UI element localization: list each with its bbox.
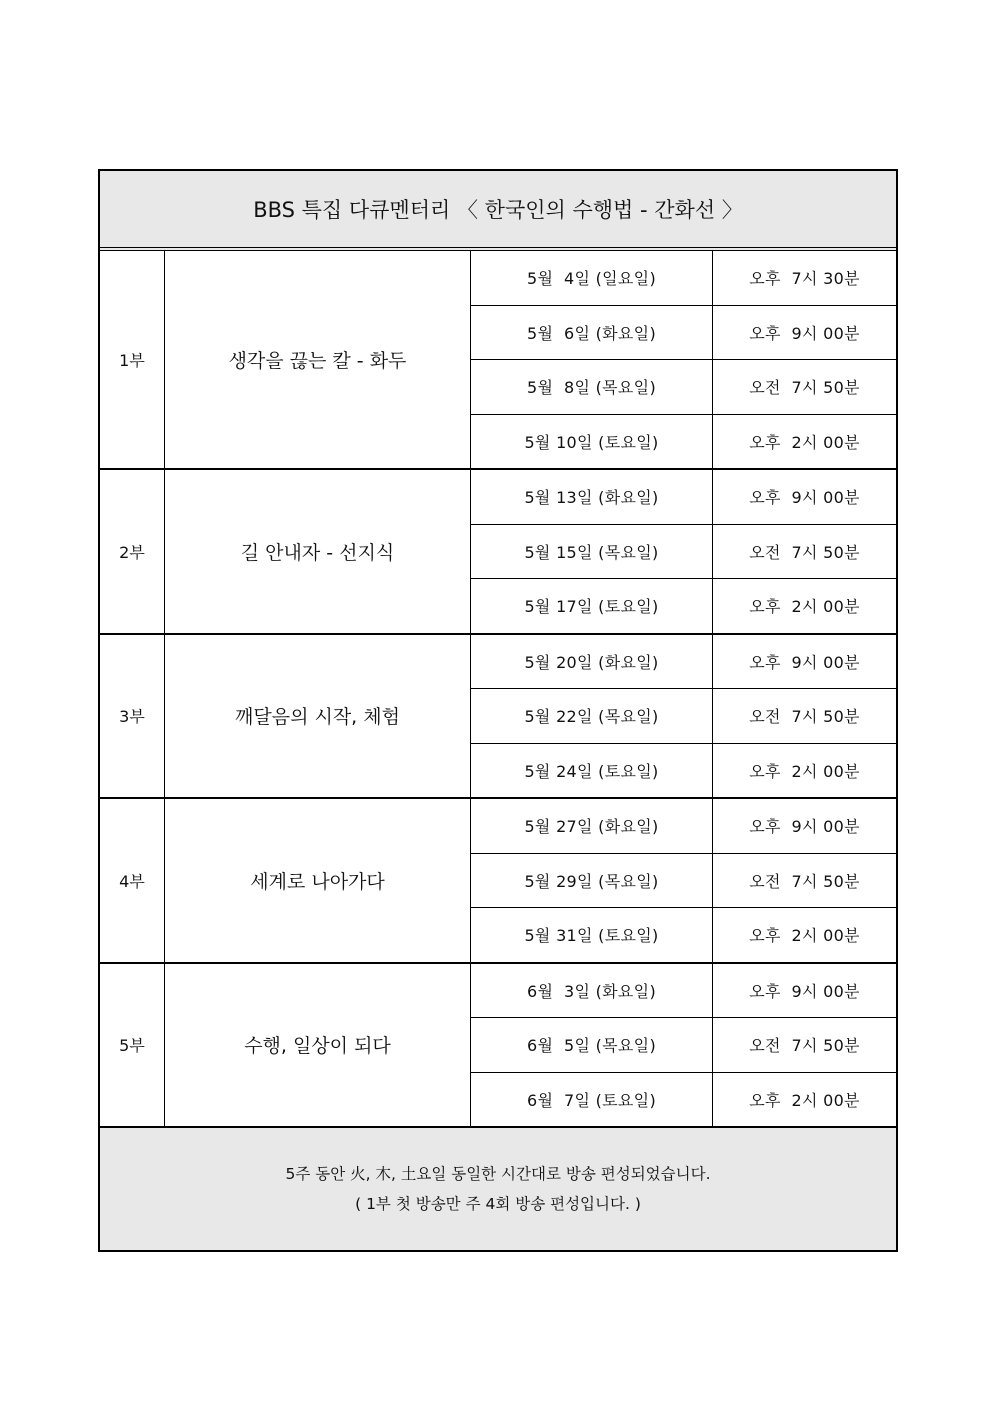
- broadcast-time: 오후 2시 00분: [713, 579, 897, 634]
- table-row: [100, 251, 896, 305]
- footer-note-1: 5주 동안 火, 木, 土요일 동일한 시간대로 방송 편성되었습니다.: [285, 1165, 711, 1183]
- broadcast-time: 오전 7시 50분: [713, 1018, 897, 1073]
- broadcast-time: 오후 2시 00분: [713, 908, 897, 963]
- broadcast-time: 오후 2시 00분: [713, 414, 897, 469]
- broadcast-date: 5월 4일 (일요일): [471, 251, 713, 305]
- broadcast-time: 오전 7시 50분: [713, 524, 897, 579]
- broadcast-date: 5월 17일 (토요일): [471, 579, 713, 634]
- episode-title: 수행, 일상이 되다: [165, 963, 471, 1127]
- broadcast-time: 오후 2시 00분: [713, 743, 897, 798]
- broadcast-date: 6월 7일 (토요일): [471, 1072, 713, 1126]
- broadcast-time: 오후 9시 00분: [713, 963, 897, 1018]
- broadcast-date: 5월 27일 (화요일): [471, 798, 713, 853]
- broadcast-time: 오후 2시 00분: [713, 1072, 897, 1126]
- broadcast-date: 5월 13일 (화요일): [471, 469, 713, 524]
- schedule-table: [100, 251, 896, 1126]
- broadcast-date: 5월 24일 (토요일): [471, 743, 713, 798]
- broadcast-time: 오후 7시 30분: [713, 251, 897, 305]
- part-number: 1부: [100, 251, 165, 469]
- part-number: 4부: [100, 798, 165, 963]
- schedule-sheet: [98, 169, 898, 1252]
- table-row: [100, 963, 896, 1018]
- episode-title: 깨달음의 시작, 체험: [165, 634, 471, 799]
- broadcast-date: 6월 3일 (화요일): [471, 963, 713, 1018]
- part-number: 3부: [100, 634, 165, 799]
- schedule-body: [100, 251, 896, 1126]
- broadcast-time: 오전 7시 50분: [713, 853, 897, 908]
- part-number: 2부: [100, 469, 165, 634]
- part-number: 5부: [100, 963, 165, 1127]
- broadcast-time: 오전 7시 50분: [713, 689, 897, 744]
- schedule-title: BBS 특집 다큐멘터리 〈 한국인의 수행법 - 간화선 〉: [100, 171, 896, 251]
- broadcast-date: 5월 29일 (목요일): [471, 853, 713, 908]
- broadcast-date: 5월 22일 (목요일): [471, 689, 713, 744]
- episode-title: 세계로 나아가다: [165, 798, 471, 963]
- broadcast-date: 5월 20일 (화요일): [471, 634, 713, 689]
- broadcast-date: 6월 5일 (목요일): [471, 1018, 713, 1073]
- table-row: [100, 798, 896, 853]
- episode-title: 생각을 끊는 칼 - 화두: [165, 251, 471, 469]
- footer-note-2: ( 1부 첫 방송만 주 4회 방송 편성입니다. ): [355, 1195, 641, 1213]
- broadcast-time: 오후 9시 00분: [713, 634, 897, 689]
- broadcast-date: 5월 31일 (토요일): [471, 908, 713, 963]
- broadcast-date: 5월 15일 (목요일): [471, 524, 713, 579]
- broadcast-time: 오후 9시 00분: [713, 305, 897, 360]
- broadcast-time: 오후 9시 00분: [713, 798, 897, 853]
- broadcast-time: 오전 7시 50분: [713, 360, 897, 415]
- episode-title: 길 안내자 - 선지식: [165, 469, 471, 634]
- table-row: [100, 469, 896, 524]
- broadcast-date: 5월 10일 (토요일): [471, 414, 713, 469]
- broadcast-date: 5월 8일 (목요일): [471, 360, 713, 415]
- broadcast-time: 오후 9시 00분: [713, 469, 897, 524]
- schedule-footer: [100, 1126, 896, 1250]
- broadcast-date: 5월 6일 (화요일): [471, 305, 713, 360]
- table-row: [100, 634, 896, 689]
